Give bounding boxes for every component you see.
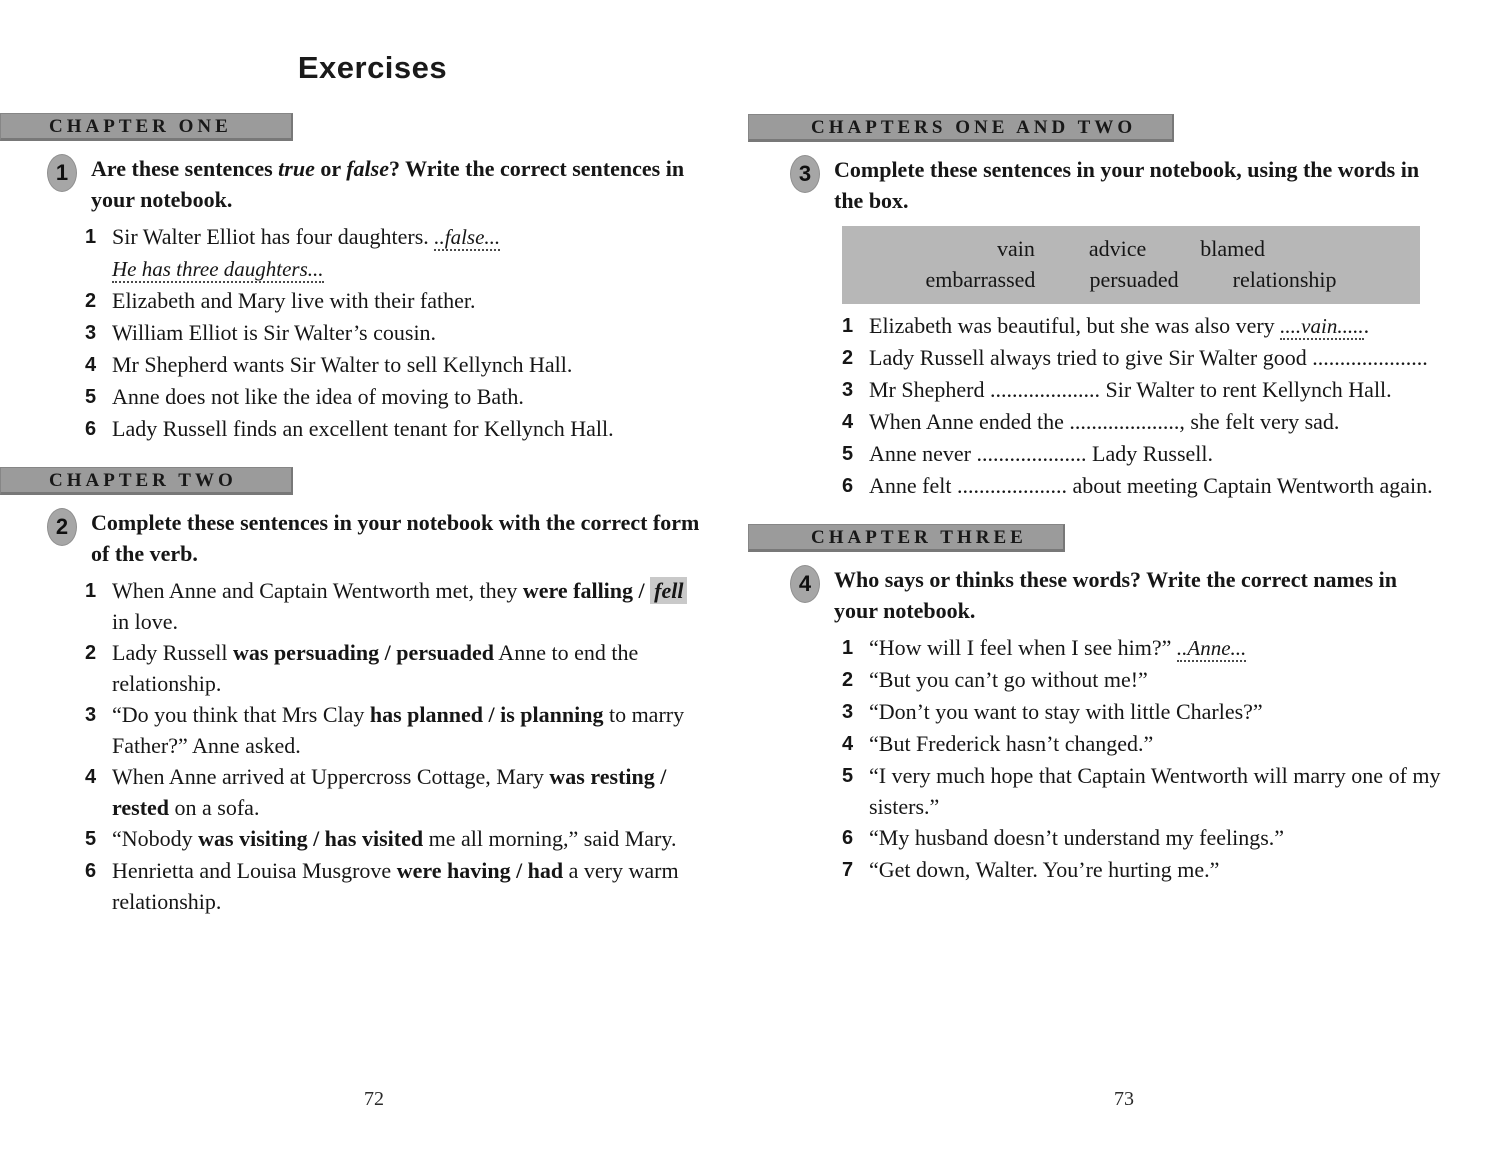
- item-text: [869, 854, 1460, 886]
- exercise-item: [85, 823, 700, 855]
- word-box-word: blamed: [1200, 236, 1266, 261]
- text-segment: Elizabeth was beautiful, but she was also very: [869, 313, 1281, 338]
- item-number: 2: [842, 347, 854, 369]
- chapter-heading: CHAPTER TWO: [0, 467, 293, 495]
- item-number: 1: [842, 315, 854, 337]
- item-number: 5: [842, 765, 854, 787]
- text-segment: or: [314, 156, 347, 181]
- text-segment: Henrietta and Louisa Musgrove: [112, 858, 397, 883]
- item-number: 3: [842, 701, 854, 723]
- page-number-left: 72: [364, 1088, 384, 1110]
- text-segment: has planned / is planning: [369, 702, 604, 727]
- text-segment: Elizabeth and Mary live with their father.: [112, 288, 476, 313]
- text-segment: When Anne and Captain Wentworth met, they: [112, 578, 523, 603]
- text-segment: Who says or thinks these words? Write the correct names in your notebook.: [834, 567, 1398, 623]
- item-text: [112, 349, 700, 381]
- item-text: [869, 664, 1460, 696]
- item-text: [112, 699, 700, 761]
- exercise-header: [47, 507, 700, 569]
- item-text: [112, 381, 700, 413]
- text-segment: William Elliot is Sir Walter’s cousin.: [112, 320, 437, 345]
- exercise-item: [842, 470, 1460, 502]
- text-segment: “Get down, Walter. You’re hurting me.”: [869, 857, 1220, 882]
- item-text: [869, 632, 1460, 664]
- item-text: [869, 342, 1460, 374]
- item-number: 4: [85, 766, 97, 788]
- text-segment: Mr Shepherd .................... Sir Walter to rent Kellynch Hall.: [869, 377, 1392, 402]
- answer-highlight: fell: [650, 577, 687, 604]
- item-text: [869, 374, 1460, 406]
- text-segment: to marry Father?” Anne asked.: [112, 702, 685, 758]
- exercise-item: [842, 760, 1460, 822]
- item-number: 7: [842, 859, 854, 881]
- text-segment: me all morning,” said Mary.: [423, 826, 677, 851]
- item-text: [869, 406, 1460, 438]
- item-text: [869, 438, 1460, 470]
- item-number: 3: [85, 704, 97, 726]
- text-segment: true: [278, 156, 315, 181]
- item-number: 6: [842, 475, 854, 497]
- text-segment: Are these sentences: [91, 156, 279, 181]
- handwritten-answer: ....vain.....: [1280, 314, 1364, 338]
- exercise-item: [85, 349, 700, 381]
- exercise-instruction: [834, 154, 1446, 216]
- item-number: 3: [842, 379, 854, 401]
- exercise-item: [842, 854, 1460, 886]
- item-text: [112, 317, 700, 349]
- exercise-header: [790, 154, 1460, 216]
- text-segment: Sir Walter Elliot has four daughters.: [112, 224, 435, 249]
- exercise-section: [45, 467, 700, 917]
- exercise-number-badge: 2: [47, 508, 77, 546]
- exercise-item: [85, 317, 700, 349]
- text-segment: false: [346, 156, 389, 181]
- exercise-item: [85, 855, 700, 917]
- word-box-row: [842, 233, 1420, 264]
- item-text: [869, 728, 1460, 760]
- chapter-heading: CHAPTER THREE: [748, 524, 1065, 552]
- word-box-row: [842, 264, 1420, 295]
- text-segment: Anne does not like the idea of moving to Bath.: [112, 384, 524, 409]
- exercise-item: [85, 761, 700, 823]
- item-number: 2: [85, 642, 97, 664]
- item-text: [112, 761, 700, 823]
- item-number: 1: [842, 637, 854, 659]
- word-box-word: persuaded: [1089, 267, 1179, 292]
- text-segment: “But Frederick hasn’t changed.”: [869, 731, 1154, 756]
- exercise-section: [748, 114, 1460, 502]
- exercise-instruction: [91, 507, 700, 569]
- exercise-item: [842, 438, 1460, 470]
- page-title: Exercises: [297, 50, 448, 85]
- text-segment: Mr Shepherd wants Sir Walter to sell Kellynch Hall.: [112, 352, 573, 377]
- text-segment: “But you can’t go without me!”: [869, 667, 1148, 692]
- text-segment: “I very much hope that Captain Wentworth will marry one of my sisters.”: [869, 763, 1441, 819]
- exercise-item: [842, 822, 1460, 854]
- text-segment: were falling /: [522, 578, 651, 603]
- exercise-item: [85, 381, 700, 413]
- text-segment: Lady Russell finds an excellent tenant for Kellynch Hall.: [112, 416, 614, 441]
- text-segment: “Don’t you want to stay with little Charles?”: [869, 699, 1263, 724]
- text-segment: was persuading / persuaded: [233, 640, 495, 665]
- handwritten-answer: ..Anne...: [1176, 636, 1247, 660]
- exercise-item: [85, 413, 700, 445]
- item-text: [869, 310, 1460, 342]
- left-sections: [45, 113, 700, 917]
- item-number: 6: [85, 418, 97, 440]
- exercise-number-badge: 4: [790, 565, 820, 603]
- item-text: [869, 470, 1460, 502]
- exercise-instruction: [91, 153, 700, 215]
- exercise-item: [842, 664, 1460, 696]
- page-right: [748, 0, 1500, 1151]
- item-number: 2: [85, 290, 97, 312]
- exercise-item: [85, 285, 700, 317]
- text-segment: Anne never .................... Lady Russell.: [869, 441, 1213, 466]
- handwritten-answer: ..false...: [434, 225, 501, 249]
- item-number: 6: [85, 860, 97, 882]
- text-segment: When Anne arrived at Uppercross Cottage, Mary: [112, 764, 550, 789]
- text-segment: was resting / rested: [112, 764, 667, 820]
- item-number: 4: [85, 354, 97, 376]
- item-text: [112, 823, 700, 855]
- handwritten-answer: He has three daughters...: [112, 257, 324, 281]
- exercise-item: [85, 575, 700, 637]
- item-text: [869, 760, 1460, 822]
- exercise-items: [842, 310, 1460, 502]
- text-segment: on a sofa.: [169, 795, 260, 820]
- text-segment: Lady Russell always tried to give Sir Walter good .....................: [869, 345, 1428, 370]
- text-segment: “My husband doesn’t understand my feelings.”: [869, 825, 1285, 850]
- item-number: 5: [85, 386, 97, 408]
- exercise-item: [842, 632, 1460, 664]
- exercise-items: [85, 221, 700, 445]
- item-number: 5: [842, 443, 854, 465]
- text-segment: was visiting / has visited: [198, 826, 424, 851]
- handwritten-answer-line: [112, 253, 700, 285]
- exercise-item: [85, 637, 700, 699]
- item-number: 2: [842, 669, 854, 691]
- text-segment: a very warm relationship.: [112, 858, 679, 914]
- word-box: [842, 226, 1420, 304]
- word-box-word: relationship: [1232, 267, 1337, 292]
- right-sections: [748, 114, 1460, 886]
- chapter-heading: CHAPTERS ONE AND TWO: [748, 114, 1174, 142]
- item-number: 4: [842, 733, 854, 755]
- text-segment: ? Write the correct sentences in your notebook.: [91, 156, 685, 212]
- page-left: [0, 0, 748, 1151]
- item-text: [112, 413, 700, 445]
- exercise-section: [748, 524, 1460, 886]
- text-segment: in love.: [112, 609, 178, 634]
- exercise-instruction: [834, 564, 1446, 626]
- exercise-header: [790, 564, 1460, 626]
- exercise-item: [842, 342, 1460, 374]
- exercise-item: [842, 728, 1460, 760]
- item-text: [869, 696, 1460, 728]
- item-number: 1: [85, 580, 97, 602]
- item-text: [112, 855, 700, 917]
- exercise-item: [842, 310, 1460, 342]
- exercise-item: [842, 696, 1460, 728]
- exercise-number-badge: 1: [47, 154, 77, 192]
- text-segment: Anne felt .................... about meeting Captain Wentworth again.: [869, 473, 1433, 498]
- exercise-item: [85, 699, 700, 761]
- exercise-item: [842, 406, 1460, 438]
- word-box-word: vain: [996, 236, 1035, 261]
- item-text: [112, 637, 700, 699]
- exercise-section: [45, 113, 700, 445]
- item-text: [869, 822, 1460, 854]
- page-number-right: 73: [1114, 1088, 1134, 1110]
- text-segment: Anne to end the relationship.: [112, 640, 639, 696]
- chapter-heading: CHAPTER ONE: [0, 113, 293, 141]
- exercise-header: [47, 153, 700, 215]
- word-box-word: embarrassed: [925, 267, 1036, 292]
- item-text: [112, 221, 700, 285]
- exercise-item: [85, 221, 700, 285]
- exercise-items: [842, 632, 1460, 886]
- item-number: 3: [85, 322, 97, 344]
- item-number: 1: [85, 226, 97, 248]
- item-number: 6: [842, 827, 854, 849]
- text-segment: When Anne ended the ...................., she felt very sad.: [869, 409, 1340, 434]
- text-segment: “Do you think that Mrs Clay: [112, 702, 370, 727]
- item-number: 4: [842, 411, 854, 433]
- exercise-items: [85, 575, 700, 917]
- item-text: [112, 575, 700, 637]
- text-segment: Complete these sentences in your notebook with the correct form of the verb.: [91, 510, 700, 566]
- item-number: 5: [85, 828, 97, 850]
- exercise-number-badge: 3: [790, 155, 820, 193]
- text-segment: were having / had: [396, 858, 564, 883]
- word-box-word: advice: [1088, 236, 1147, 261]
- text-segment: “Nobody: [112, 826, 199, 851]
- text-segment: Lady Russell: [112, 640, 233, 665]
- text-segment: Complete these sentences in your notebook, using the words in the box.: [834, 157, 1420, 213]
- text-segment: .: [1363, 313, 1370, 338]
- text-segment: “How will I feel when I see him?”: [869, 635, 1177, 660]
- item-text: [112, 285, 700, 317]
- exercise-item: [842, 374, 1460, 406]
